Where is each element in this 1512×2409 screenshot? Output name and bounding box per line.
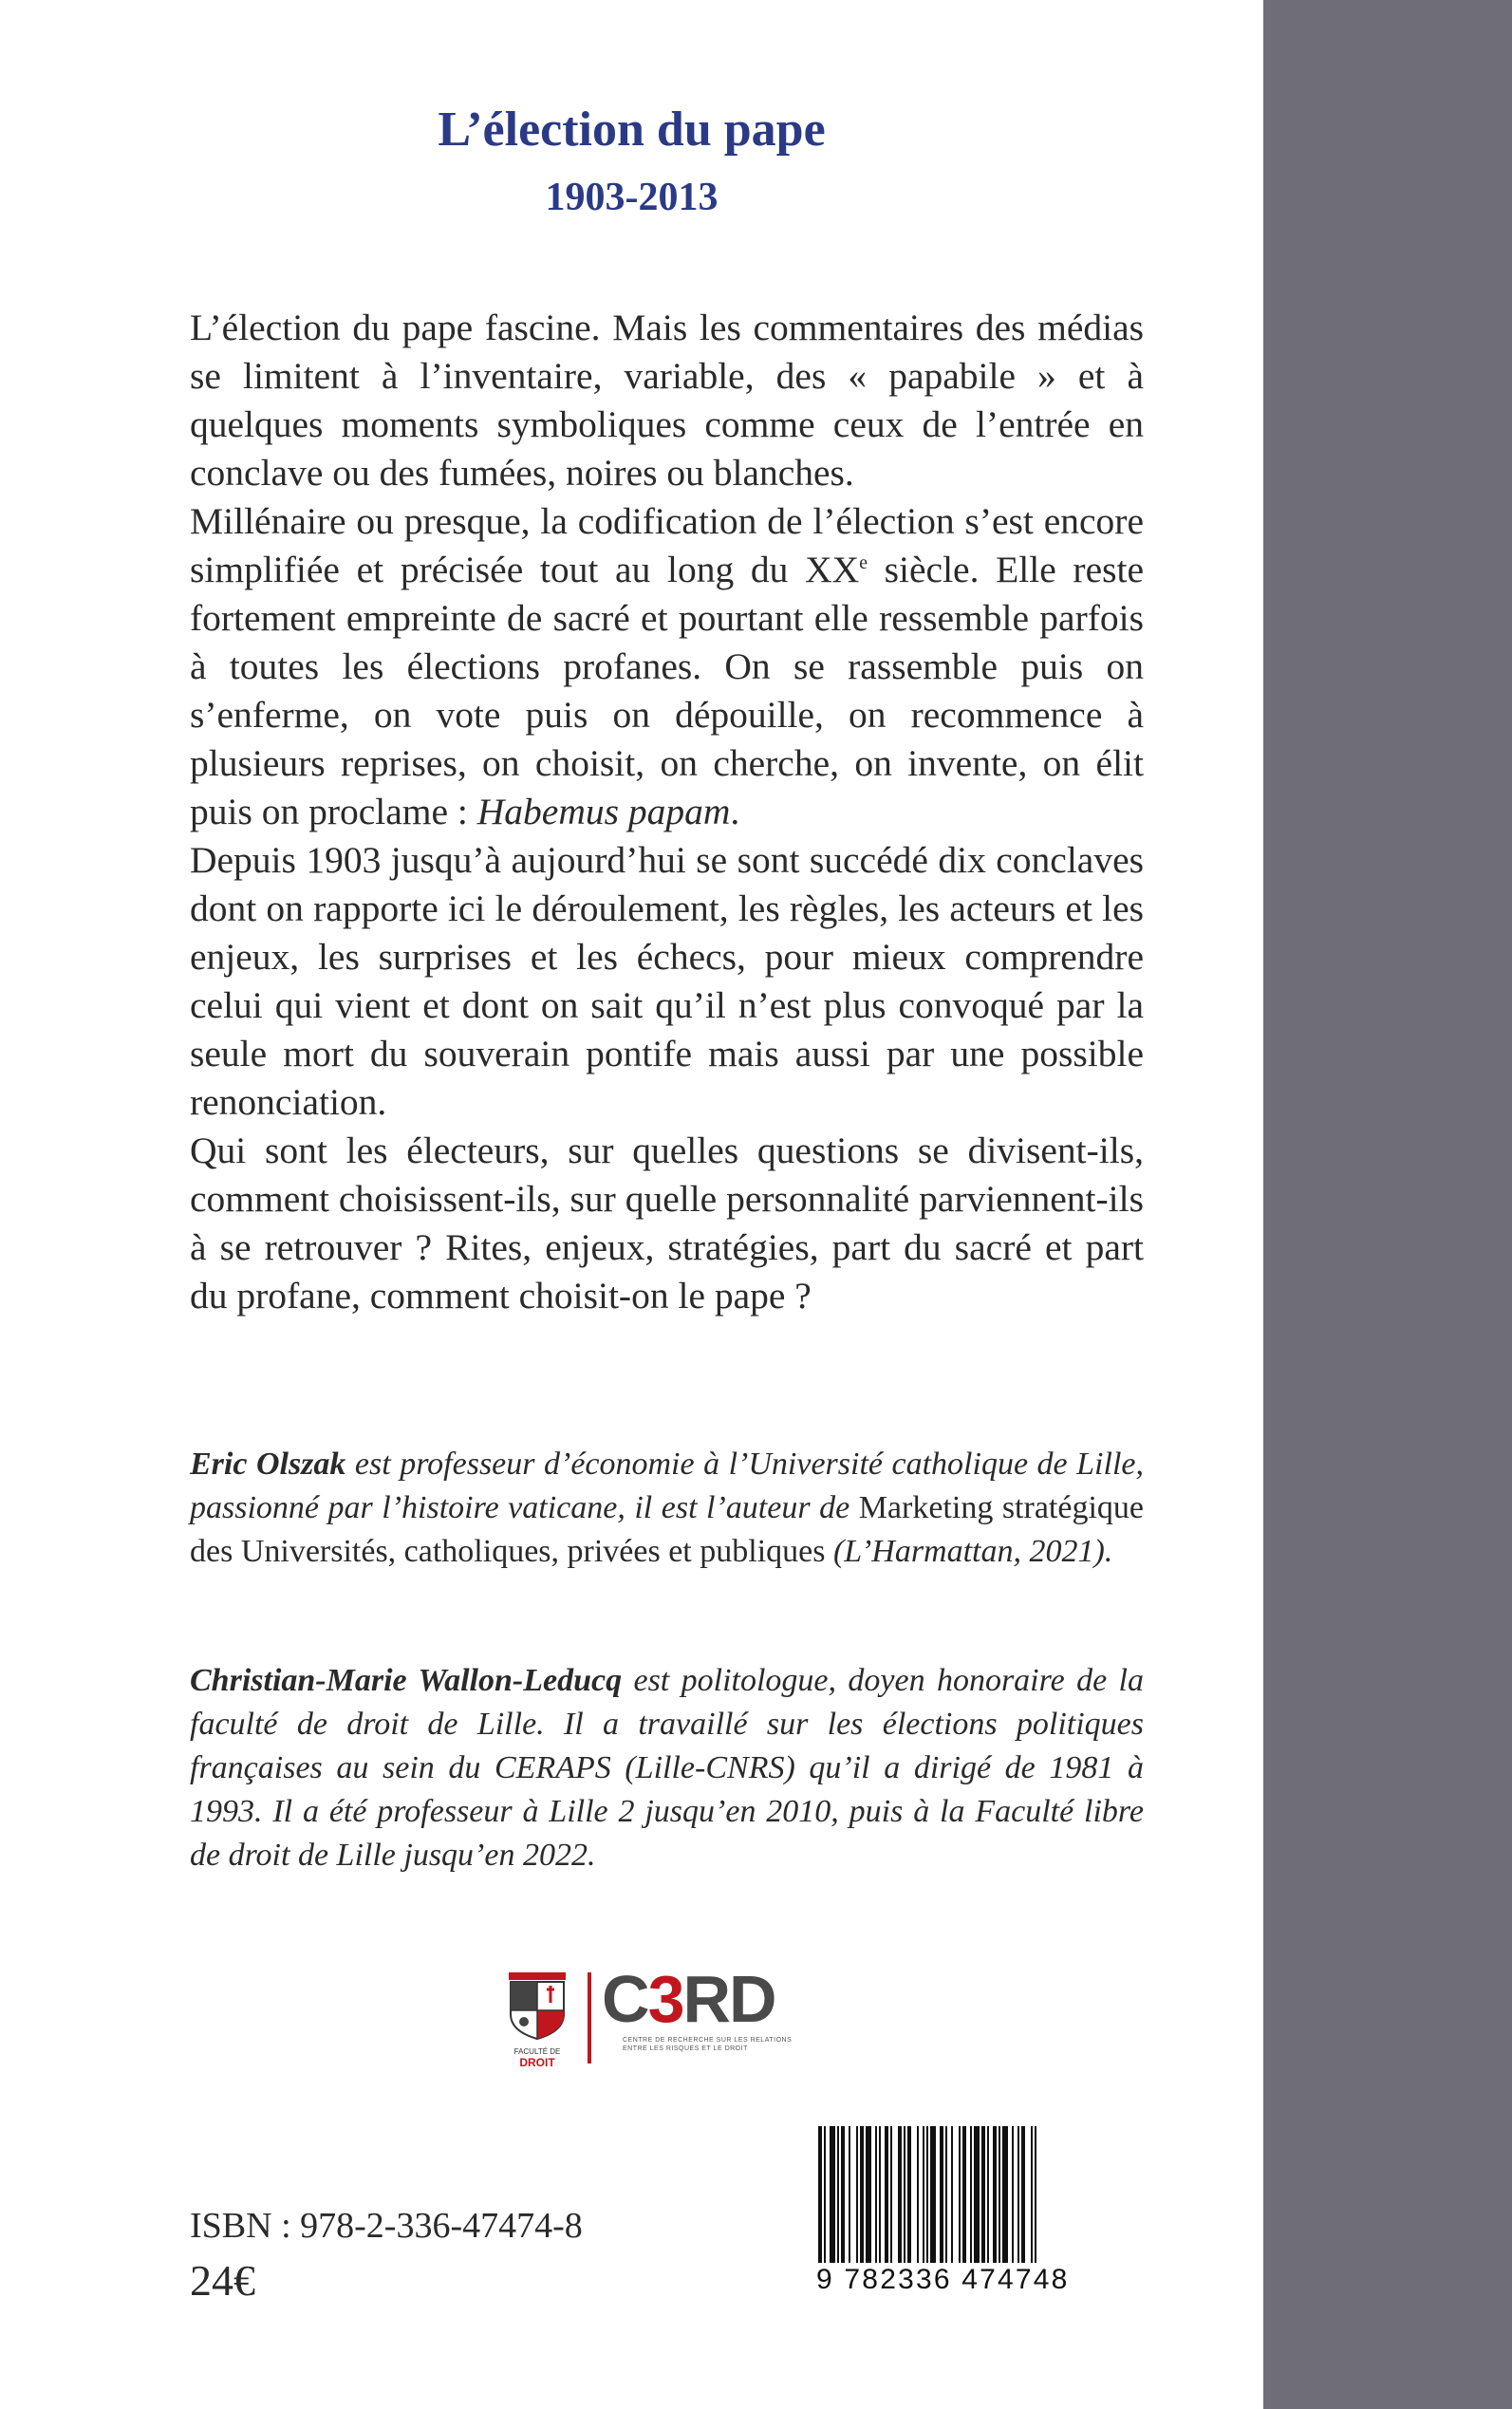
blurb-paragraph-4: Qui sont les électeurs, sur quelles questions se divisent-ils, comment choisissent-ils, sur quelle personnalité parviennent-ils à se retrouver ? Rites, enjeux, stratégies, part du sacré et part du profane, comment choisit-on le pape ? [190, 1130, 1144, 1317]
author-bio-1 [190, 1443, 1144, 1574]
c3rd-tagline: CENTRE DE RECHERCHE SUR LES RELATIONS ENTRE LES RISQUES ET LE DROIT [623, 2037, 793, 2052]
century-superscript: e [859, 551, 868, 573]
barcode-icon [816, 2126, 1118, 2265]
blurb-p2-text-a: Millénaire ou presque, la codification de l’élection s’est encore simplifiée et précisée tout au long du XX [190, 500, 1144, 590]
logo-divider [588, 1972, 591, 2064]
book-title: L’élection du pape [438, 103, 826, 157]
author-bio-text-end: (L’Harmattan, 2021). [825, 1534, 1113, 1569]
faculte-de-droit-logo [501, 1969, 587, 2071]
habemus-papam: Habemus papam [476, 791, 731, 832]
blurb-p2-text-b: siècle. Elle reste fortement empreinte de sacré et pourtant elle ressemble parfois à toutes les élections profanes. On se rassemble puis on s’enferme, on vote puis on dépouille, on recommence à plusieurs reprises, on choisit, on cherche, on invente, on élit puis on proclame : [190, 549, 1145, 832]
c3rd-wordmark [602, 1961, 775, 2037]
author-bio-2 [190, 1659, 1144, 1877]
barcode-digits: 9 782336 474748 [816, 2264, 1070, 2295]
author-bio-text: est professeur d’économie à l’Université catholique de Lille, passionné par l’histoire vaticane, il est l’auteur de [190, 1447, 1144, 1525]
back-cover-blurb [190, 304, 1144, 1320]
author-book-title: Marketing stratégique des Universités, catholiques, privées et publiques [190, 1490, 1144, 1569]
faculte-line-2: DROIT [519, 2056, 555, 2069]
book-subtitle: 1903-2013 [545, 176, 719, 219]
faculte-line-1: FACULTÉ DE [513, 2047, 561, 2056]
faculty-crest-icon [501, 1969, 587, 2071]
c3rd-logo [602, 1962, 793, 2071]
blurb-paragraph-2 [190, 497, 1144, 836]
author-name: Eric Olszak [190, 1447, 346, 1482]
author-name: Christian-Marie Wallon-Leducq [190, 1663, 623, 1698]
blurb-p2-end: . [730, 791, 740, 832]
author-bio-text: est politologue, doyen honoraire de la faculté de droit de Lille. Il a travaillé sur les élections politiques françaises au sein du CERAPS (Lille-CNRS) qu’il a dirigé de 1981 à 1993. Il a été professeur à Lille 2 jusqu’en 2010, puis à la Faculté libre de droit de Lille jusqu’en 2022. [190, 1663, 1144, 1873]
c3rd-rd: RD [682, 1962, 775, 2036]
price: 24€ [190, 2256, 255, 2305]
c3rd-three: 3 [647, 1962, 683, 2036]
book-spine [1263, 0, 1512, 2409]
publisher-logos [501, 1962, 793, 2071]
blurb-paragraph-1: L’élection du pape fascine. Mais les commentaires des médias se limitent à l’inventaire, variable, des « papabile » et à quelques moments symboliques comme ceux de l’entrée en conclave ou des fumées, noires ou blanches. [190, 307, 1144, 494]
c3rd-c: C [602, 1962, 648, 2036]
barcode [816, 2126, 1118, 2293]
blurb-paragraph-3: Depuis 1903 jusqu’à aujourd’hui se sont succédé dix conclaves dont on rapporte ici le déroulement, les règles, les acteurs et les enjeux, les surprises et les échecs, pour mieux comprendre celui qui vient et dont on sait qu’il n’est plus convoqué par la seule mort du souverain pontife mais aussi par une possible renonciation. [190, 839, 1144, 1123]
isbn: ISBN : 978-2-336-47474-8 [190, 2206, 583, 2246]
